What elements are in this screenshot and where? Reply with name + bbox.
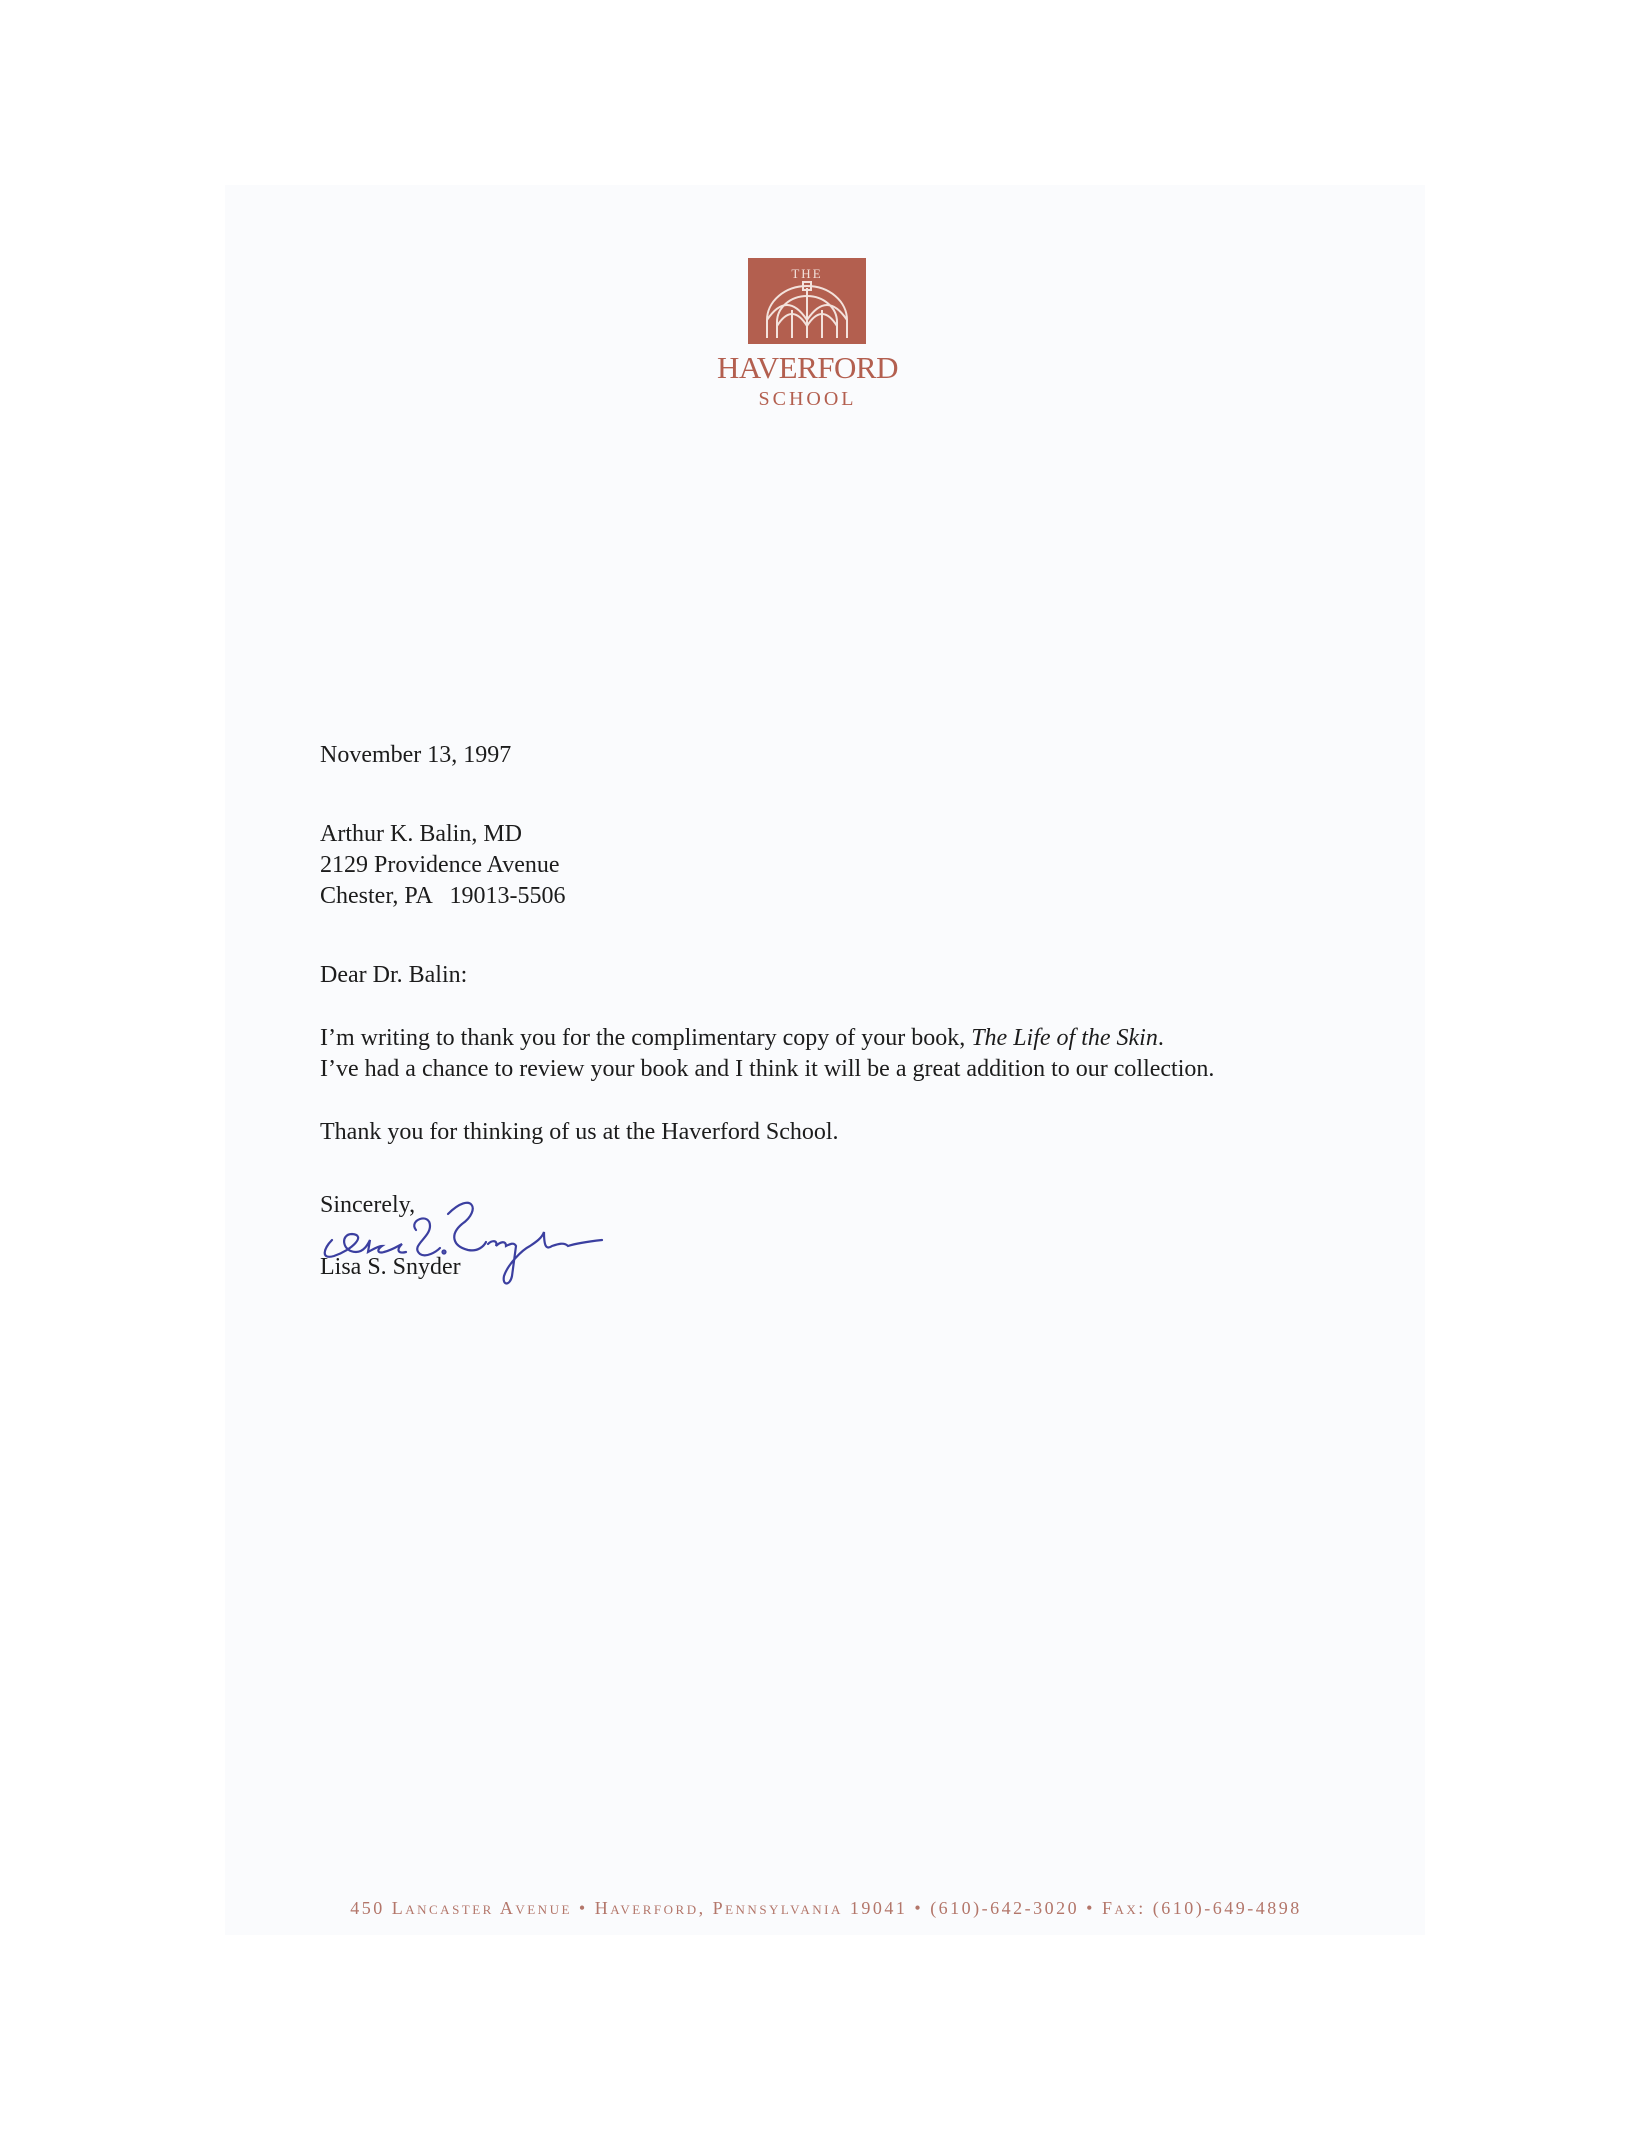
paragraph-1-continuation: I’ve had a chance to review your book and I think it will be a great addition to our collection. [320,1056,1215,1082]
salutation: Dear Dr. Balin: [320,962,468,988]
recipient-name: Arthur K. Balin, MD [320,821,522,847]
book-title: The Life of the Skin [971,1025,1158,1051]
arch-window-icon [762,280,852,340]
closing: Sincerely, [320,1192,416,1218]
letter-date: November 13, 1997 [320,742,512,768]
recipient-city-state-zip: Chester, PA 19013-5506 [320,883,566,909]
signer-name: Lisa S. Snyder [320,1254,461,1280]
letter-body [320,740,1370,1310]
body-paragraph-1 [320,1023,1370,1085]
logo-haverford-text: HAVERFORD [717,350,898,385]
haverford-school-logo [700,258,960,418]
letterhead-footer: 450 Lancaster Avenue • Haverford, Pennsylvania 19041 • (610)-642-3020 • Fax: (610)-649-4898 [350,1898,1302,1918]
recipient-address [320,819,1370,912]
logo-the-text: THE [791,266,823,281]
body-paragraph-2: Thank you for thinking of us at the Haverford School. [320,1119,839,1145]
recipient-street: 2129 Providence Avenue [320,852,560,878]
handwritten-signature [312,1190,612,1300]
logo-school-text: SCHOOL [758,388,857,410]
logo-emblem [748,258,866,344]
paragraph-1-period: . [1157,1025,1164,1051]
signature-block [320,1190,1370,1310]
paragraph-1-lead: I’m writing to thank you for the complimentary copy of your book, [320,1025,972,1051]
